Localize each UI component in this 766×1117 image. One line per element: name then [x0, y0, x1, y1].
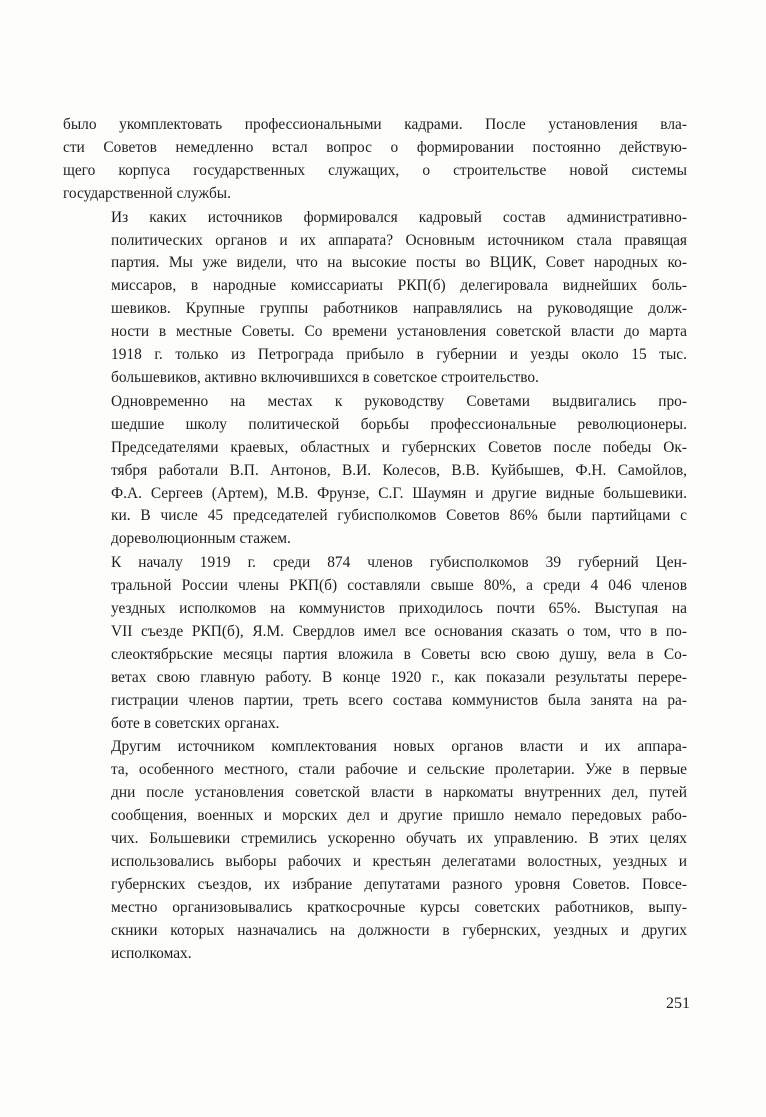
text-line: сообщения, военных и морских дел и другие пришло немало передовых рабо-	[111, 807, 687, 825]
text-line: та, особенного местного, стали рабочие и сельские пролетарии. Уже в первые	[111, 761, 687, 779]
text-line: миссаров, в народные комиссариаты РКП(б) делегировала виднейших боль-	[111, 277, 687, 295]
paragraph-4	[63, 552, 687, 735]
text-line: шедшие школу политической борьбы профессиональные революционеры.	[111, 415, 687, 433]
text-line: исполкомах.	[111, 944, 192, 962]
paragraph-1	[63, 114, 687, 206]
text-line: Ф.А. Сергеев (Артем), М.В. Фрунзе, С.Г. Шаумян и другие видные большевики.	[111, 484, 687, 502]
text-line: сти Советов немедленно встал вопрос о формировании постоянно действую-	[63, 138, 687, 156]
text-line: политических органов и их аппарата? Основным источником стала правящая	[111, 231, 687, 249]
text-line: чих. Большевики стремились ускоренно обучать их управлению. В этих целях	[111, 830, 687, 848]
text-line: тября работали В.П. Антонов, В.И. Колесов, В.В. Куйбышев, Ф.Н. Самойлов,	[111, 461, 687, 479]
text-line: местно организовывались краткосрочные курсы советских работников, выпу-	[111, 898, 687, 916]
text-line: Одновременно на местах к руководству Советами выдвигались про-	[111, 392, 687, 410]
text-line: слеоктябрьские месяцы партия вложила в Советы всю свою душу, вела в Со-	[111, 645, 687, 663]
text-line: 1918 г. только из Петрограда прибыло в губернии и уезды около 15 тыс.	[111, 346, 687, 364]
text-line: использовались выборы рабочих и крестьян делегатами волостных, уездных и	[111, 853, 687, 870]
text-line: щего корпуса государственных служащих, о строительстве новой системы	[63, 161, 687, 179]
text-line: уездных исполкомов на коммунистов приходилось почти 65%. Выступая на	[111, 600, 687, 618]
paragraph-5	[63, 736, 687, 965]
text-line: большевиков, активно включившихся в советское строительство.	[111, 368, 539, 386]
text-line: Другим источником комплектования новых органов власти и их аппара-	[111, 738, 687, 756]
text-line: было укомплектовать профессиональными кадрами. После установления вла-	[63, 116, 687, 133]
text-line: тральной России члены РКП(б) составляли свыше 80%, а среди 4 046 членов	[111, 577, 687, 595]
body-text	[63, 114, 687, 966]
text-line: скники которых назначались на должности в губернских, уездных и других	[111, 921, 687, 939]
page-number: 251	[666, 995, 690, 1012]
text-line: боте в советских органах.	[111, 714, 280, 732]
text-line: Из каких источников формировался кадровый состав административно-	[111, 208, 687, 226]
text-line: шевиков. Крупные группы работников направлялись на руководящие долж-	[111, 300, 687, 318]
text-line: ки. В числе 45 председателей губисполкомов Советов 86% были партийцами с	[111, 507, 687, 525]
text-line: гистрации членов партии, треть всего состава коммунистов была занята на ра-	[111, 691, 687, 709]
text-line: ности в местные Советы. Со времени установления советской власти до марта	[111, 323, 687, 341]
text-line: К началу 1919 г. среди 874 членов губисполкомов 39 губерний Цен-	[111, 554, 687, 572]
text-line: партия. Мы уже видели, что на высокие посты во ВЦИК, Совет народных ко-	[111, 254, 687, 272]
text-line: Председателями краевых, областных и губернских Советов после победы Ок-	[111, 438, 687, 456]
paragraph-3	[63, 391, 687, 551]
text-line: дни после установления советской власти в наркоматы внутренних дел, путей	[111, 784, 687, 802]
text-line: губернских съездов, их избрание депутатами разного уровня Советов. Повсе-	[111, 875, 687, 893]
text-line: VII съезде РКП(б), Я.М. Свердлов имел все основания сказать о том, что в по-	[111, 622, 687, 640]
text-line: ветах свою главную работу. В конце 1920 г., как показали результаты перере-	[111, 668, 687, 686]
text-line: дореволюционным стажем.	[111, 530, 291, 548]
text-line: государственной службы.	[63, 184, 231, 202]
paragraph-2	[63, 207, 687, 390]
